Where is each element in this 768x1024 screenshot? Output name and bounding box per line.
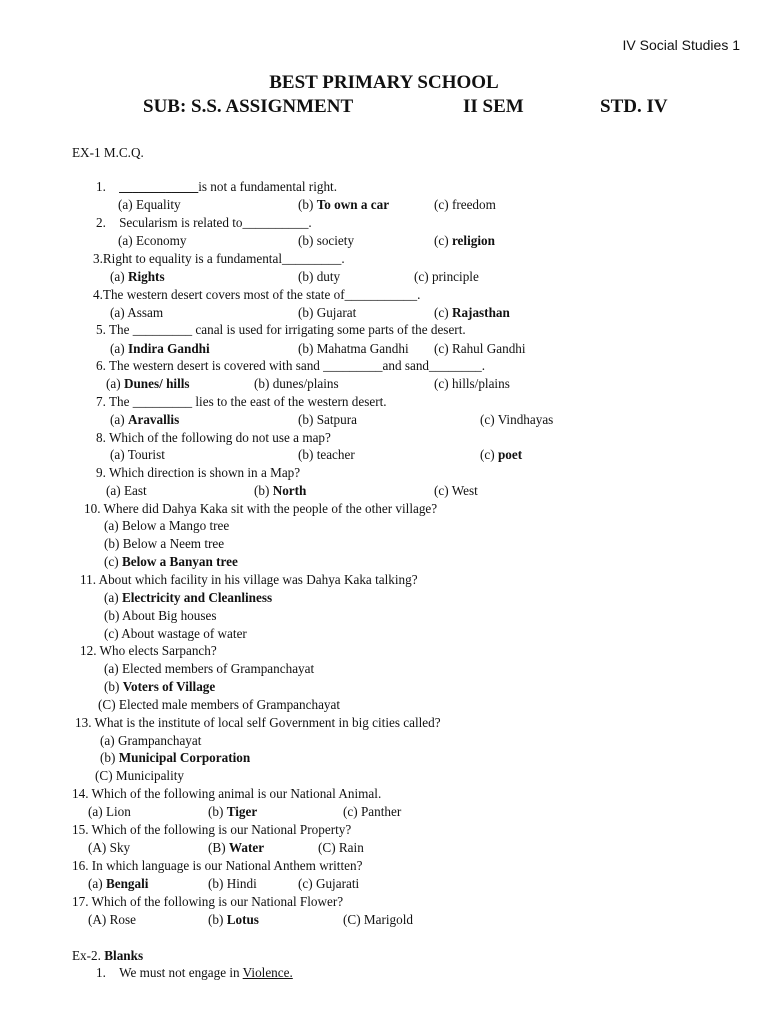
option-16b: (b) Hindi	[208, 876, 257, 891]
option-14c: (c) Panther	[343, 804, 402, 819]
option-13c: (C) Municipality	[95, 768, 185, 783]
option-4c: (c) Rajasthan	[434, 305, 510, 320]
option-4b: (b) Gujarat	[298, 305, 357, 320]
option-16c: (c) Gujarati	[298, 876, 360, 891]
question-1	[96, 179, 337, 195]
option-7b: (b) Satpura	[298, 412, 357, 427]
option-17c: (C) Marigold	[343, 912, 413, 927]
option-6b: (b) dunes/plains	[254, 376, 339, 391]
subject-title: SUB: S.S. ASSIGNMENT	[143, 96, 354, 117]
option-10c: (c) Below a Banyan tree	[104, 554, 238, 569]
option-4a: (a) Assam	[110, 305, 164, 320]
semester-label: II SEM	[463, 96, 524, 117]
option-2c: (c) religion	[434, 233, 495, 248]
option-12c: (C) Elected male members of Grampanchayat	[98, 697, 341, 712]
option-6c: (c) hills/plains	[434, 376, 510, 391]
exercise-1-title: EX-1 M.C.Q.	[72, 145, 144, 160]
option-14a: (a) Lion	[88, 804, 131, 819]
option-15a: (A) Sky	[88, 840, 131, 855]
option-7c: (c) Vindhayas	[480, 412, 554, 427]
option-11c: (c) About wastage of water	[104, 626, 247, 641]
option-8b: (b) teacher	[298, 447, 355, 462]
exercise-2-title: Ex-2. Blanks	[72, 948, 144, 963]
option-16a: (a) Bengali	[88, 876, 149, 891]
question-16: 16. In which language is our National Anthem written?	[72, 858, 363, 873]
option-8c: (c) poet	[480, 447, 523, 462]
option-9b: (b) North	[254, 483, 307, 498]
question-4: 4.The western desert covers most of the state of___________.	[93, 287, 421, 302]
option-5c: (c) Rahul Gandhi	[434, 341, 526, 356]
option-1b: (b) To own a car	[298, 197, 390, 212]
blank-1: 1. We must not engage in Violence.	[96, 965, 293, 980]
option-14b: (b) Tiger	[208, 804, 258, 819]
option-10a: (a) Below a Mango tree	[104, 518, 230, 533]
question-13: 13. What is the institute of local self Government in big cities called?	[75, 715, 441, 730]
option-3b: (b) duty	[298, 269, 341, 284]
option-15c: (C) Rain	[318, 840, 364, 855]
question-3: 3.Right to equality is a fundamental_________.	[93, 251, 345, 266]
option-2a: (a) Economy	[118, 233, 187, 248]
page-header-label: IV Social Studies 1	[622, 37, 740, 53]
question-9: 9. Which direction is shown in a Map?	[96, 465, 301, 480]
option-9c: (c) West	[434, 483, 478, 498]
question-text: is not a fundamental right.	[198, 179, 338, 194]
question-14: 14. Which of the following animal is our National Animal.	[72, 786, 382, 801]
option-11b: (b) About Big houses	[104, 608, 217, 623]
option-12b: (b) Voters of Village	[104, 679, 216, 694]
question-10: 10. Where did Dahya Kaka sit with the people of the other village?	[84, 501, 438, 516]
option-17a: (A) Rose	[88, 912, 136, 927]
option-8a: (a) Tourist	[110, 447, 165, 462]
question-11: 11. About which facility in his village was Dahya Kaka talking?	[80, 572, 418, 587]
option-15b: (B) Water	[208, 840, 265, 855]
option-6a: (a) Dunes/ hills	[106, 376, 190, 391]
option-13b: (b) Municipal Corporation	[100, 750, 251, 765]
option-3a: (a) Rights	[110, 269, 165, 284]
option-17b: (b) Lotus	[208, 912, 259, 927]
question-7: 7. The _________ lies to the east of the western desert.	[96, 394, 387, 409]
question-number: 1.	[96, 179, 106, 194]
blank-1-answer: Violence.	[242, 965, 293, 980]
option-12a: (a) Elected members of Grampanchayat	[104, 661, 315, 676]
question-12: 12. Who elects Sarpanch?	[80, 643, 217, 658]
standard-label: STD. IV	[600, 96, 668, 117]
question-blank: ____________	[119, 179, 199, 194]
option-11a: (a) Electricity and Cleanliness	[104, 590, 273, 605]
question-6: 6. The western desert is covered with sand _________and sand________.	[96, 358, 486, 373]
option-7a: (a) Aravallis	[110, 412, 180, 427]
school-name: BEST PRIMARY SCHOOL	[269, 72, 499, 93]
option-1c: (c) freedom	[434, 197, 496, 212]
option-3c: (c) principle	[414, 269, 479, 284]
question-17: 17. Which of the following is our National Flower?	[72, 894, 344, 909]
question-2: 2. Secularism is related to__________.	[96, 215, 312, 230]
option-13a: (a) Grampanchayat	[100, 733, 202, 748]
option-9a: (a) East	[106, 483, 147, 498]
option-1a: (a) Equality	[118, 197, 181, 212]
option-5a: (a) Indira Gandhi	[110, 341, 210, 356]
option-2b: (b) society	[298, 233, 355, 248]
option-5b: (b) Mahatma Gandhi	[298, 341, 409, 356]
question-15: 15. Which of the following is our National Property?	[72, 822, 352, 837]
option-10b: (b) Below a Neem tree	[104, 536, 225, 551]
question-8: 8. Which of the following do not use a map?	[96, 430, 331, 445]
question-5: 5. The _________ canal is used for irrigating some parts of the desert.	[96, 322, 466, 337]
